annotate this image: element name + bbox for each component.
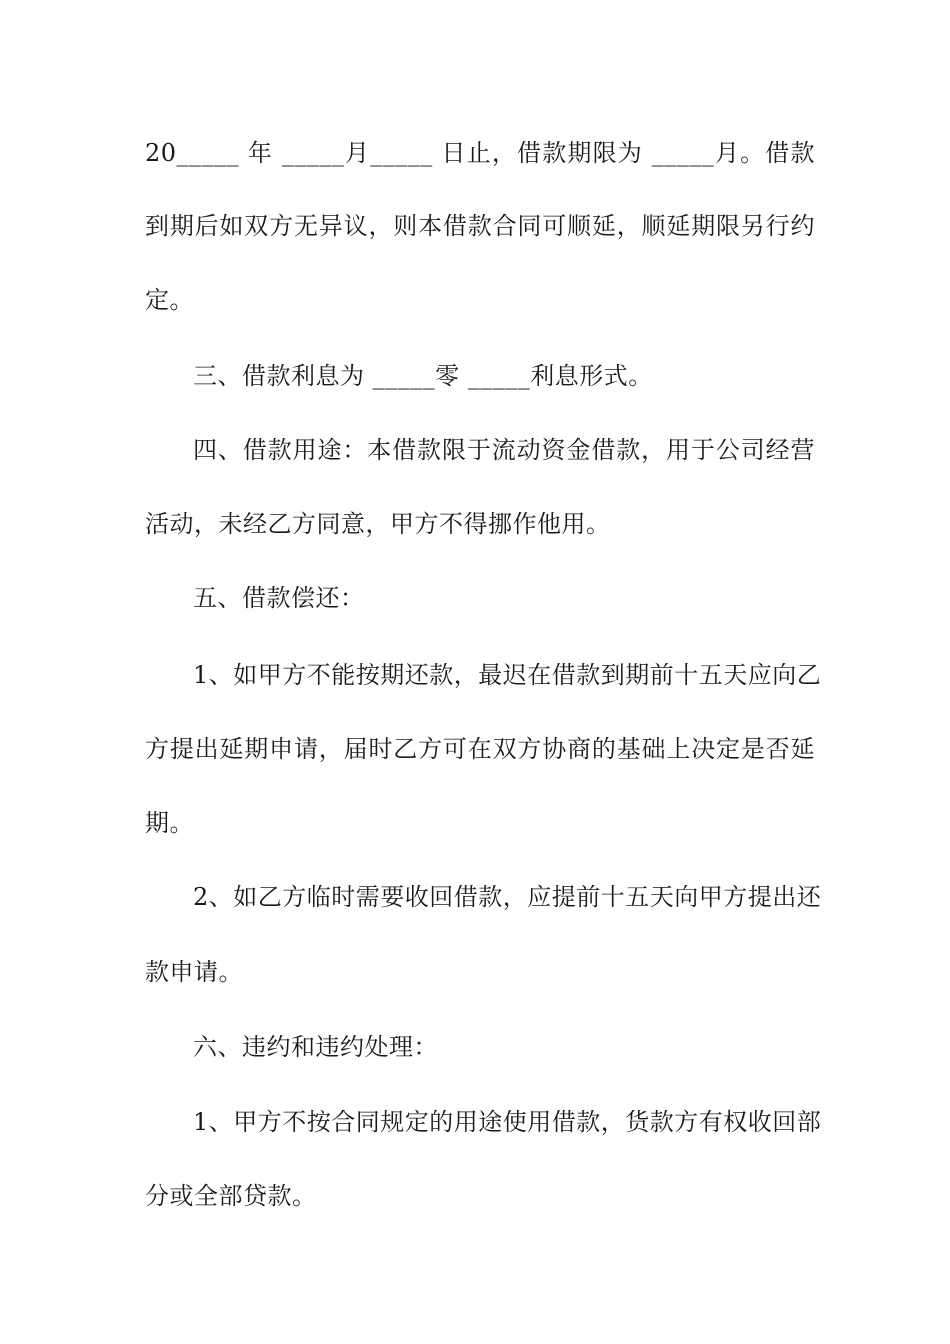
section-heading: 五、借款偿还： [193,584,365,612]
paragraph-line: 方提出延期申请，届时乙方可在双方协商的基础上决定是否延 [145,735,815,763]
list-item: 1、甲方不按合同规定的用途使用借款，货款方有权收回部 [193,1108,822,1136]
paragraph-line: 活动，未经乙方同意，甲方不得挪作他用。 [145,510,611,538]
paragraph-line: 款申请。 [145,958,243,986]
paragraph-line: 分或全部贷款。 [145,1182,317,1210]
paragraph-line: 20_____ 年 _____月_____ 日止，借款期限为 _____月。借款 [145,139,815,167]
section-heading: 三、借款利息为 _____零 _____利息形式。 [193,362,653,390]
section-heading: 四、借款用途：本借款限于流动资金借款，用于公司经营 [193,436,815,464]
list-item: 1、如甲方不能按期还款，最迟在借款到期前十五天应向乙 [193,661,822,689]
paragraph-line: 期。 [145,809,194,837]
section-heading: 六、违约和违约处理： [193,1033,438,1061]
list-item: 2、如乙方临时需要收回借款，应提前十五天向甲方提出还 [193,883,822,911]
paragraph-line: 到期后如双方无异议，则本借款合同可顺延，顺延期限另行约 [145,212,815,240]
paragraph-line: 定。 [145,286,194,314]
